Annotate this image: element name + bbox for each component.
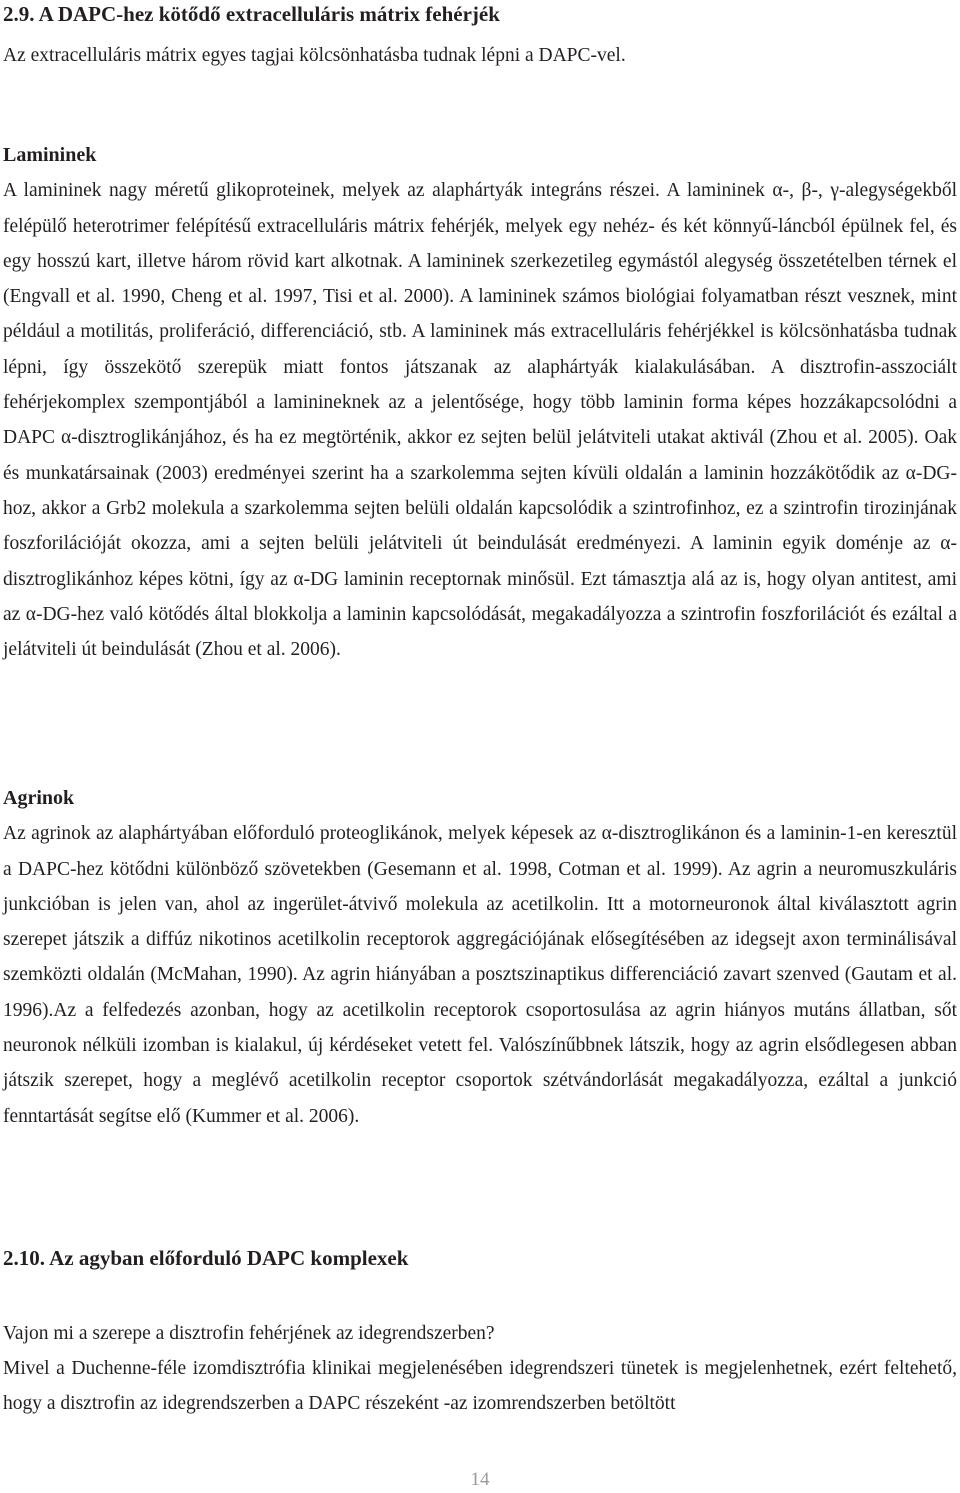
section2-title: 2.10. Az agyban előforduló DAPC komplexek xyxy=(3,1246,409,1270)
agrins-paragraph: Az agrinok az alaphártyában előforduló proteoglikánok, melyek képesek az α-disztroglikánon és a laminin-1-en keresztül a DAPC-hez kötődni különböző szövetekben (Gesemann et al. 1998, Cotman et al. 1999). Az agrin a neuromuszkuláris junkcióban is jelen van, ahol az ingerület-átvivő molekula az acetilkolin. Itt a motorneuronok által kiválasztott agrin szerepet játszik a diffúz nikotinos acetilkolin receptorok aggregációjának elősegítésében az idegsejt axon terminálisával szemközti oldalán (McMahan, 1990). Az agrin hiányában a posztszinaptikus differenciáció zavart szenved (Gautam et al. 1996).Az a felfedezés azonban, hogy az acetilkolin receptorok csoportosulása az agrin hiányos mutáns állatban, sőt neuronok nélküli izomban is kialakul, új kérdéseket vetett fel. Valószínűbbnek látszik, hogy az agrin elsődlegesen abban játszik szerepet, hogy a meglévő acetilkolin receptor csoportok szétvándorlását megakadályozza, ezáltal a junkció fenntartását segítse elő (Kummer et al. 2006). xyxy=(3,823,957,1127)
agrins-heading: Agrinok xyxy=(3,787,75,809)
section-title: 2.9. A DAPC-hez kötődő extracelluláris mátrix fehérjék xyxy=(3,2,500,26)
question-block xyxy=(3,1316,957,1351)
closing-paragraph: Mivel a Duchenne-féle izomdisztrófia klinikai megjelenésében idegrendszeri tünetek is megjelenhetnek, ezért feltehető, hogy a disztrofin az idegrendszerben a DAPC részeként -az izomrendszerben betöltött xyxy=(3,1358,957,1415)
laminins-heading: Lamininek xyxy=(3,144,97,166)
section2-title-block xyxy=(3,1245,957,1271)
agrins-section xyxy=(3,781,957,1134)
question-paragraph: Vajon mi a szerepe a disztrofin fehérjének az idegrendszerben? xyxy=(3,1323,495,1344)
closing-block xyxy=(3,1351,957,1422)
intro-paragraph: Az extracelluláris mátrix egyes tagjai kölcsönhatásba tudnak lépni a DAPC-vel. xyxy=(3,45,626,66)
laminins-section xyxy=(3,138,957,667)
laminins-paragraph: A lamininek nagy méretű glikoproteinek, melyek az alaphártyák integráns részei. A lamininek α-, β-, γ-alegységekből felépülő heterotrimer felépítésű extracelluláris mátrix fehérjék, melyek egy nehéz- és két könnyű-láncból épülnek fel, és egy hosszú kart, illetve három rövid kart alkotnak. A lamininek szerkezetileg egymástól alegység összetételben térnek el (Engvall et al. 1990, Cheng et al. 1997, Tisi et al. 2000). A lamininek számos biológiai folyamatban részt vesznek, mint például a motilitás, proliferáció, differenciáció, stb. A lamininek más extracelluláris fehérjékkel is kölcsönhatásba tudnak lépni, így összekötő szerepük miatt fontos játszanak az alaphártyák kialakulásában. A disztrofin-asszociált fehérjekomplex szempontjából a laminineknek az a jelentősége, hogy több laminin forma képes hozzákapcsolódni a DAPC α-disztroglikánjához, és ha ez megtörténik, akkor ez sejten belül jelátviteli utakat aktivál (Zhou et al. 2005). Oak és munkatársainak (2003) eredményei szerint ha a szarkolemma sejten kívüli oldalán a laminin hozzákötődik az α-DG-hoz, akkor a Grb2 molekula a szarkolemma sejten belüli oldalán kapcsolódik a szintrofinhoz, ez a szintrofin tirozinjának foszforilációját okozza, ami a sejten belüli jelátviteli út beindulását eredményezi. A laminin egyik doménje az α-disztroglikánhoz képes kötni, így az α-DG laminin receptornak minősül. Ezt támasztja alá az is, hogy olyan antitest, ami az α-DG-hez való kötődés által blokkolja a laminin kapcsolódását, megakadályozza a szintrofin foszforilációt és ezáltal a jelátviteli út beindulását (Zhou et al. 2006). xyxy=(3,180,957,661)
page-number: 14 xyxy=(470,1469,490,1490)
intro-block xyxy=(3,38,957,73)
